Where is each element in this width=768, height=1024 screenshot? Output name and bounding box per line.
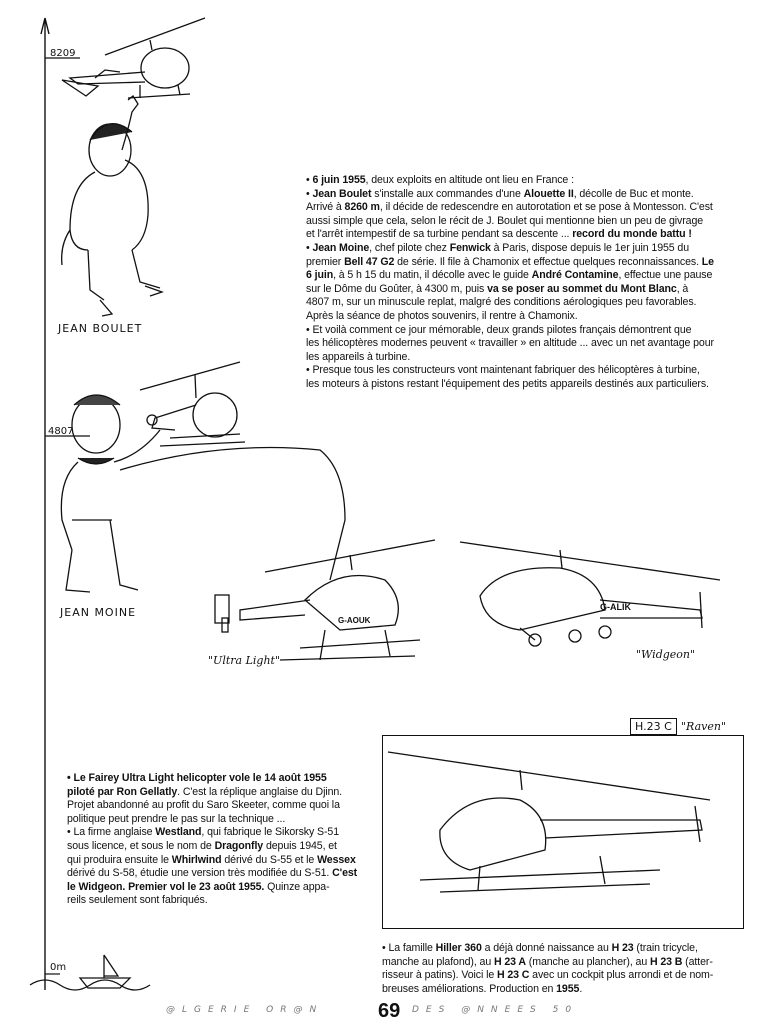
ultra-light-registration: G-AOUK: [338, 616, 371, 625]
text-segment: depuis 1945, et: [263, 839, 337, 852]
text-segment: , chef pilote chez: [369, 241, 450, 254]
footer-right-text: DES @NNEES 50: [412, 1005, 579, 1015]
text-segment: • Presque tous les constructeurs vont maintenant fabriquer des hélicoptères à turbine,: [306, 364, 700, 377]
text-segment: , à: [676, 282, 689, 295]
text-segment: Après la séance de photos souvenirs, il rentre à Chamonix.: [306, 309, 578, 322]
text-segment: reils seulement sont fabriqués.: [67, 894, 208, 907]
text-segment: Hiller 360: [435, 942, 482, 954]
text-segment: , qui fabrique le Sikorsky S-51: [201, 826, 340, 839]
jean-moine-label: JEAN MOINE: [60, 606, 137, 619]
text-segment: les hélicoptères modernes peuvent « travailler » en altitude ... avec un net avantage pour: [306, 337, 714, 350]
altitude-label-bottom: 0m: [50, 962, 67, 973]
text-segment: record du monde battu !: [572, 228, 692, 241]
text-segment: premier: [306, 255, 345, 268]
text-segment: Wessex: [317, 853, 356, 866]
text-segment: Alouette II: [523, 187, 574, 200]
text-segment: 6 juin: [306, 269, 334, 282]
text-segment: a déjà donné naissance au: [481, 942, 612, 954]
text-segment: qui produira ensuite le: [67, 853, 172, 866]
text-segment: sous licence, et sous le nom de: [67, 839, 215, 852]
text-segment: Dragonfly: [214, 839, 264, 852]
text-segment: , effectue une pause: [618, 269, 713, 282]
text-segment: Bell 47 G2: [344, 255, 395, 268]
text-segment: •: [306, 187, 313, 200]
text-segment: sur le Dôme du Goûter, à 4300 m, puis: [306, 282, 488, 295]
text-segment: Jean Moine: [312, 241, 370, 254]
jean-boulet-label: JEAN BOULET: [58, 322, 143, 335]
text-segment: • Et voilà comment ce jour mémorable, deux grands pilotes français démontrent que: [306, 323, 692, 336]
text-segment: aussi simple que cela, selon le récit de J. Boulet qui mentionne bien un peu de givrage: [306, 214, 704, 227]
text-segment: 8260 m: [344, 201, 380, 214]
text-segment: 1955: [556, 982, 580, 995]
text-segment: Whirlwind: [171, 853, 222, 866]
text-segment: le Widgeon. Premier vol le 23 août 1955.: [67, 880, 265, 893]
text-segment: (train tricycle,: [633, 942, 698, 954]
text-segment: (manche au plancher), au: [525, 955, 650, 968]
text-segment: Jean Boulet: [312, 187, 372, 200]
text-segment: Le: [701, 255, 714, 268]
widgeon-registration: G-ALIK: [600, 602, 631, 612]
text-segment: • La famille: [382, 942, 436, 954]
text-segment: risseur à patins). Voici le: [382, 969, 497, 982]
altitude-label-top: 8209: [50, 48, 76, 59]
text-segment: politique peut prendre le pas sur la technique ...: [67, 812, 286, 825]
text-segment: , il décide de redescendre en autorotation et se pose à Montesson. C'est: [379, 201, 713, 214]
altitude-label-mid: 4807: [48, 426, 74, 437]
h23c-name-label: "Raven": [681, 720, 727, 733]
text-segment: •: [306, 241, 313, 254]
text-segment: Arrivé à: [306, 201, 345, 214]
text-segment: les appareils à turbine.: [306, 350, 411, 363]
text-segment: piloté par Ron Gellatly: [67, 785, 178, 798]
text-segment: André Contamine: [531, 269, 619, 282]
text-segment: Fenwick: [449, 241, 491, 254]
text-segment: 6 juin 1955: [312, 174, 366, 186]
text-segment: • Le Fairey Ultra Light helicopter vole le 14 août 1955: [67, 772, 327, 784]
text-segment: et l'arrêt intempestif de sa turbine pendant sa descente ...: [306, 228, 573, 241]
text-segment: Quinze appa-: [264, 880, 330, 893]
text-segment: H 23 C: [496, 969, 530, 982]
text-segment: C'est: [332, 867, 358, 880]
ultra-light-caption: "Ultra Light": [208, 654, 281, 667]
text-segment: H 23: [611, 942, 634, 954]
text-segment: avec un cockpit plus arrondi et de nom-: [529, 969, 714, 982]
text-segment: manche au plafond), au: [382, 955, 494, 968]
text-segment: les moteurs à pistons restant l'équipement des petits appareils destinés aux particuliers.: [306, 377, 709, 390]
text-segment: 4807 m, sur un minuscule replat, malgré des conditions aérologiques peu favorables.: [306, 296, 697, 309]
text-segment: , à 5 h 15 du matin, il décolle avec le guide: [333, 269, 532, 282]
text-segment: s'installe aux commandes d'une: [371, 187, 524, 200]
text-segment: dérivé du S-55 et le: [221, 853, 318, 866]
h23c-model-label: H.23 C: [635, 720, 672, 733]
text-segment: H 23 A: [493, 955, 526, 968]
text-segment: Projet abandonné au profit du Saro Skeeter, comme quoi la: [67, 799, 340, 812]
text-segment: va se poser au sommet du Mont Blanc: [487, 282, 677, 295]
text-segment: Westland: [155, 826, 202, 839]
text-segment: H 23 B: [649, 955, 683, 968]
text-segment: , deux exploits en altitude ont lieu en France :: [365, 174, 574, 186]
footer-left-text: @LGERIE OR@N: [166, 1005, 324, 1015]
text-segment: à Paris, dispose depuis le 1er juin 1955 du: [490, 241, 690, 254]
text-segment: •: [306, 174, 313, 186]
text-segment: , décolle de Buc et monte.: [573, 187, 694, 200]
widgeon-caption: "Widgeon": [636, 648, 696, 661]
text-segment: breuses améliorations. Production en: [382, 982, 557, 995]
text-segment: (atter-: [682, 955, 713, 968]
text-segment: dérivé du S-58, étudie une version très modifiée du S-51.: [67, 867, 333, 880]
text-segment: .: [579, 982, 583, 995]
text-segment: de série. Il file à Chamonix et effectue quelques reconnaissances.: [394, 255, 702, 268]
text-segment: . C'est la réplique anglaise du Djinn.: [177, 785, 343, 798]
page-number: 69: [378, 1000, 401, 1022]
text-segment: • La firme anglaise: [67, 826, 156, 839]
